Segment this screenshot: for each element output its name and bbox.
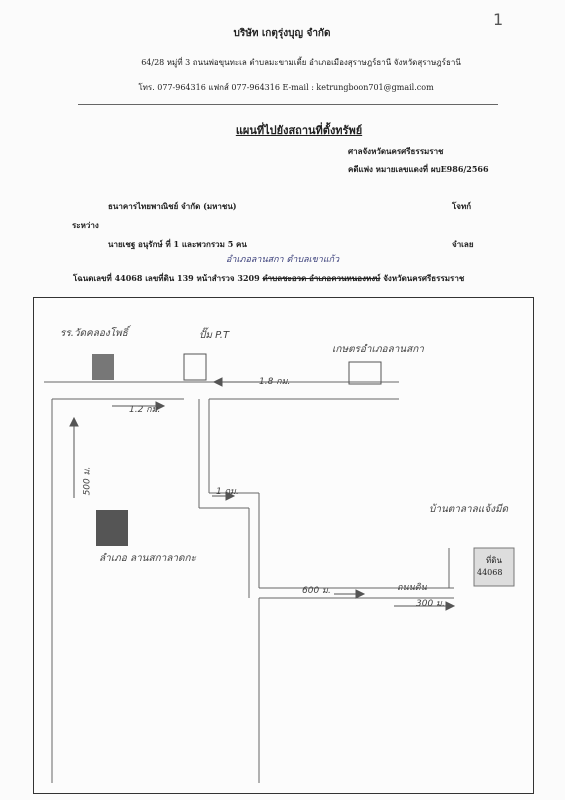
land-deed-line xyxy=(73,272,464,285)
deleted-location: ตำบลชะอวด อำเภอควนหนองหงษ์ xyxy=(262,273,381,283)
header-divider xyxy=(78,104,498,105)
company-contact: โทร. 077-964316 แฟกส์ 077-964316 E-mail : ketrungboon701@gmail.com xyxy=(138,83,434,92)
label-dist-turn: 1 กม. xyxy=(216,487,239,497)
company-address: 64/28 หมู่ที่ 3 ถนนพ่อขุนทะเล ตำบลมะขามเตี้ย อำเภอเมืองสุราษฎร์ธานี จังหวัดสุราษฎร์ธานี xyxy=(141,58,461,67)
label-shop-pt: ปั๊ม P.T xyxy=(199,330,230,341)
label-village: ลำเภอ ลานสกาลาดกะ xyxy=(99,553,196,564)
handwritten-amendment: อำเภอลานสกา ตำบลเขาแก้ว xyxy=(226,255,340,265)
company-name: บริษัท เกตุรุ่งบุญ จำกัด xyxy=(233,28,331,39)
plaintiff-role: โจทก์ xyxy=(452,201,472,211)
province: จังหวัดนครศรีธรรมราช xyxy=(383,273,465,283)
label-dist-left: 500 ม. xyxy=(82,466,93,496)
school-marker xyxy=(92,354,114,380)
label-target-area: บ้านตาลาลแจ้งมีด xyxy=(429,504,509,515)
defendant-name: นายเชฐ อนุรักษ์ ที่ 1 และพวกรวม 5 คน xyxy=(108,239,247,249)
case-number: คดีแพ่ง หมายเลขแดงที่ ผบE986/2566 xyxy=(348,164,489,174)
location-map xyxy=(33,297,534,794)
label-property: ที่ดิน xyxy=(486,556,502,565)
court-name: ศาลจังหวัดนครศรีธรรมราช xyxy=(348,146,444,156)
label-road: ถนนดิน xyxy=(397,583,427,593)
village-marker xyxy=(96,510,128,546)
label-dist-top: 1.8 กม. xyxy=(259,377,291,387)
label-dist-mid: 1.2 กม. xyxy=(129,405,161,415)
land-deed: โฉนดเลขที่ 44068 เลขที่ดิน 139 หน้าสำรวจ 3209 xyxy=(73,273,260,283)
label-property-code: 44068 xyxy=(477,568,503,577)
label-agri-office: เกษตรอำเภอลานสกา xyxy=(332,344,424,355)
label-dist-right: 300 ม. xyxy=(416,599,445,609)
map-drawing xyxy=(34,298,535,795)
label-school: รร.วัดคลองโพธิ์ xyxy=(60,328,128,339)
shop-pt-marker xyxy=(184,354,206,380)
defendant-role: จำเลย xyxy=(452,239,474,249)
plaintiff-name: ธนาคารไทยพาณิชย์ จำกัด (มหาชน) xyxy=(108,201,237,211)
agri-office-marker xyxy=(349,362,381,384)
document-title: แผนที่ไปยังสถานที่ตั้งทรัพย์ xyxy=(235,124,363,137)
between-label: ระหว่าง xyxy=(72,220,99,230)
label-dist-bottom: 600 ม. xyxy=(302,586,331,596)
page-number: 1 xyxy=(493,10,504,29)
